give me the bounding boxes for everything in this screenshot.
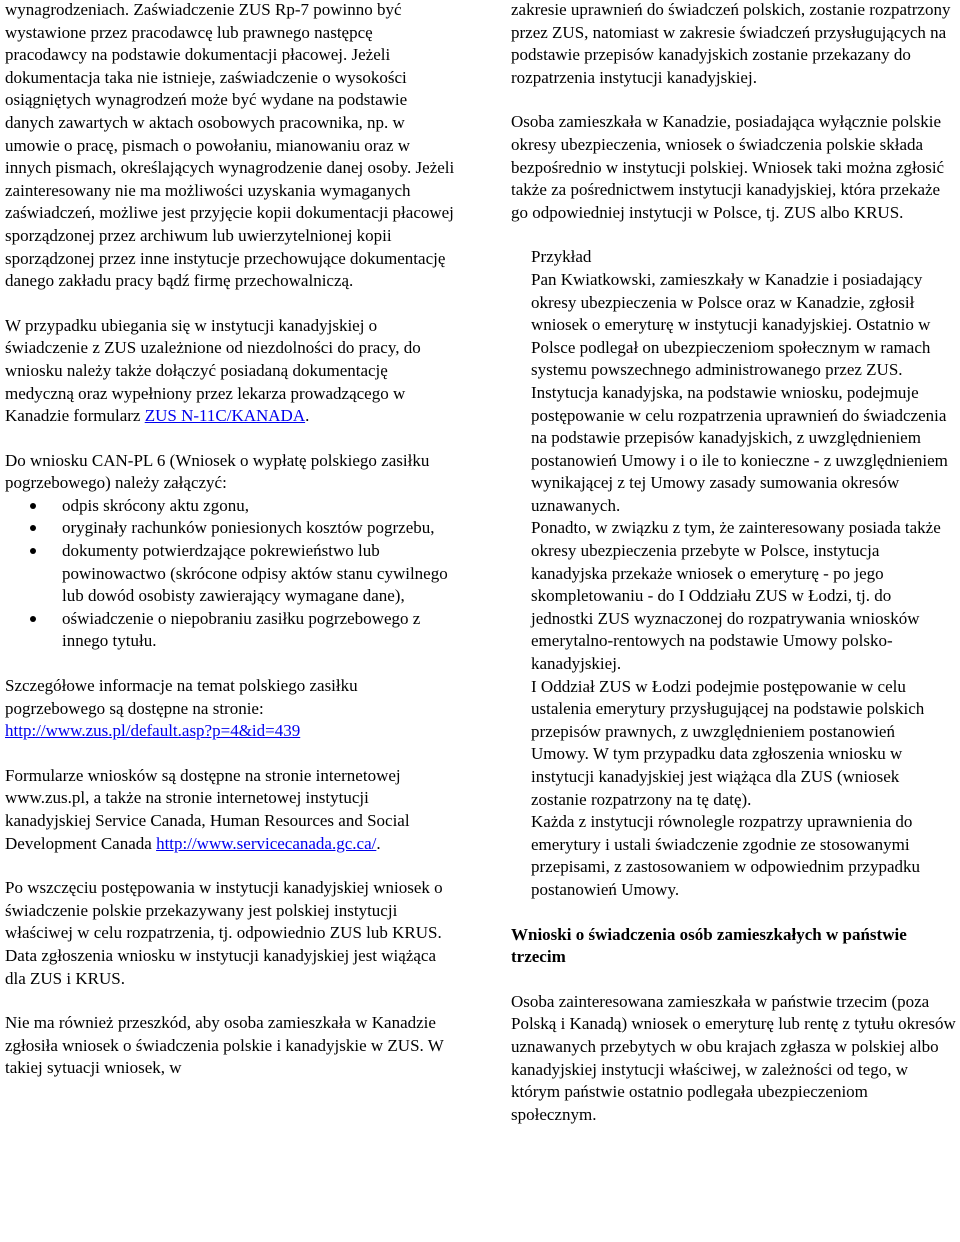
paragraph-proceedings: Po wszczęciu postępowania w instytucji kanadyjskiej wniosek o świadczenie polskie przekazywany jest polskiej instytucji właściwej w celu rozpatrzenia, tj. odpowiednio ZUS lub KRUS. Data zgłoszenia wniosku w instytucji kanadyjskiej jest wiążąca dla ZUS i KRUS.	[5, 878, 443, 988]
paragraph-text: W przypadku ubiegania się w instytucji kanadyjskiej o świadczenie z ZUS uzależnione od niezdolności do pracy, do wniosku należy także dołączyć posiadaną dokumentację medyczną oraz wypełniony przez lekarza prowadzącego w Kanadzie formularz	[5, 315, 421, 426]
link-zus-funeral-info[interactable]: http://www.zus.pl/default.asp?p=4&id=439	[5, 721, 301, 741]
paragraph-forms-available	[5, 765, 455, 855]
paragraph-polish-periods-only: Osoba zamieszkała w Kanadzie, posiadająca wyłącznie polskie okresy ubezpieczenia, wniosek o świadczenia polskie składa bezpośrednio w instytucji polskiej. Wniosek taki można zgłosić także za pośrednictwem instytucji kanadyjskiej, która przekaże go odpowiedniej instytucji w Polsce, tj. ZUS albo KRUS.	[511, 112, 945, 222]
section-heading-third-country: Wnioski o świadczenia osób zamieszkałych w państwie trzecim	[511, 924, 907, 967]
paragraph-text: Szczegółowe informacje na temat polskiego zasiłku pogrzebowego są dostępne na stronie:	[5, 676, 358, 718]
paragraph-end: .	[376, 833, 381, 853]
form-link-zus-n11c[interactable]: ZUS N-11C/KANADA	[144, 406, 306, 426]
bullet-dot-icon	[30, 548, 36, 554]
list-item	[5, 517, 455, 540]
paragraph-funeral-info	[5, 675, 455, 743]
list-item	[5, 608, 455, 653]
bullet-dot-icon	[30, 525, 36, 531]
list-item-text: oryginały rachunków poniesionych kosztów pogrzebu,	[62, 518, 435, 538]
paragraph-funeral-attachments: Do wniosku CAN-PL 6 (Wniosek o wypłatę polskiego zasiłku pogrzebowego) należy załączyć:	[5, 450, 430, 493]
example-paragraph: Pan Kwiatkowski, zamieszkały w Kanadzie i posiadający okresy ubezpieczenia w Polsce oraz w Kanadzie, zgłosił wniosek o emeryturę w instytucji kanadyjskiej. Ostatnio w Polsce podlegał on ubezpieczeniom społecznym w ramach systemu powszechnego administrowanego przez ZUS. Instytucja kanadyjska, na podstawie wniosku, podejmuje postępowanie w celu rozpatrzenia uprawnień do świadczenia na podstawie przepisów kanadyjskich, z uwzględnieniem postanowień Umowy i o ile to konieczne - z uwzględnieniem wynikającej z tej Umowy zasady sumowania okresów uznawanych.	[531, 269, 948, 515]
list-item-text: oświadczenie o niepobraniu zasiłku pogrzebowego z innego tytułu.	[62, 608, 421, 651]
paragraph-disability-benefit	[5, 315, 455, 428]
paragraph-third-country: Osoba zainteresowana zamieszkała w państwie trzecim (poza Polską i Kanadą) wniosek o emeryturę lub rentę z tytułu okresów uznawanych przebytych w obu krajach zgłasza w polskiej albo kanadyjskiej instytucji właściwej, w zależności od tego, w którym państwie ostatnio podlegała ubezpieczeniom społecznym.	[511, 991, 956, 1124]
paragraph-zus-rp7: wynagrodzeniach. Zaświadczenie ZUS Rp-7 powinno być wystawione przez pracodawcę lub prawnego następcę pracodawcy na podstawie dokumentacji płacowej. Jeżeli dokumentacja taka nie istnieje, zaświadczenie o wysokości osiągniętych wynagrodzeń może być wydane na podstawie danych zawartych w aktach osobowych pracownika, np. w umowie o pracę, pismach o powołaniu, mianowaniu oraz w innych pismach, określających wynagrodzenie danej osoby. Jeżeli zainteresowany nie ma możliwości uzyskania wymaganych zaświadczeń, możliwe jest przyjęcie kopii dokumentacji płacowej sporządzonej przez archiwum lub uwierzytelnionej kopii sporządzonej przez inne instytucje przechowujące dokumentację danego zakładu pracy bądź firmę przechowalniczą.	[5, 0, 455, 291]
list-item-text: dokumenty potwierdzające pokrewieństwo lub powinowactwo (skrócone odpisy aktów stanu cywilnego lub dowód osobisty zawierający wymagane dane),	[62, 541, 448, 606]
paragraph-no-obstacles: Nie ma również przeszkód, aby osoba zamieszkała w Kanadzie zgłosiła wniosek o świadczenia polskie i kanadyjskie w ZUS. W takiej sytuacji wniosek, w	[5, 1013, 444, 1078]
paragraph-text: Formularze wniosków są dostępne na stronie internetowej www.zus.pl, a także na stronie internetowej instytucji kanadyjskiej Service Canada, Human Resources and Social Development Canada	[5, 765, 410, 853]
paragraph-continuation: zakresie uprawnień do świadczeń polskich, zostanie rozpatrzony przez ZUS, natomiast w zakresie świadczeń przysługujących na podstawie przepisów kanadyjskich zostanie przekazany do rozpatrzenia instytucji kanadyjskiej.	[511, 0, 951, 87]
bullet-dot-icon	[30, 503, 36, 509]
example-paragraph: I Oddział ZUS w Łodzi podejmie postępowanie w celu ustalenia emerytury przysługującej na podstawie polskich przepisów prawnych, z uwzględnieniem postanowień Umowy. W tym przypadku data zgłoszenia wniosku w instytucji kanadyjskiej jest wiążąca dla ZUS (wniosek zostanie rozpatrzony na tę datę).	[531, 676, 925, 809]
attachments-list	[5, 495, 455, 653]
paragraph-end: .	[305, 406, 310, 426]
list-item	[5, 540, 455, 608]
right-column	[511, 0, 957, 1126]
list-item-text: odpis skrócony aktu zgonu,	[62, 495, 249, 515]
left-column	[5, 0, 455, 1080]
list-item	[5, 495, 455, 518]
example-block	[531, 246, 957, 901]
link-service-canada[interactable]: http://www.servicecanada.gc.ca/	[156, 833, 377, 853]
example-title: Przykład	[531, 247, 592, 267]
bullet-dot-icon	[30, 616, 36, 622]
example-paragraph: Każda z instytucji równolegle rozpatrzy uprawnienia do emerytury i ustali świadczenie zgodnie ze stosowanymi przepisami, z zastosowaniem w odpowiednim przypadku postanowień Umowy.	[531, 812, 921, 899]
example-paragraph: Ponadto, w związku z tym, że zainteresowany posiada także okresy ubezpieczenia przebyte w Polsce, instytucja kanadyjska przekaże wniosek o emeryturę - po jego skompletowaniu - do I Oddziału ZUS w Łodzi, tj. do jednostki ZUS wyznaczonej do rozpatrywania wniosków emerytalno-rentowych na podstawie Umowy polsko-kanadyjskiej.	[531, 518, 941, 674]
